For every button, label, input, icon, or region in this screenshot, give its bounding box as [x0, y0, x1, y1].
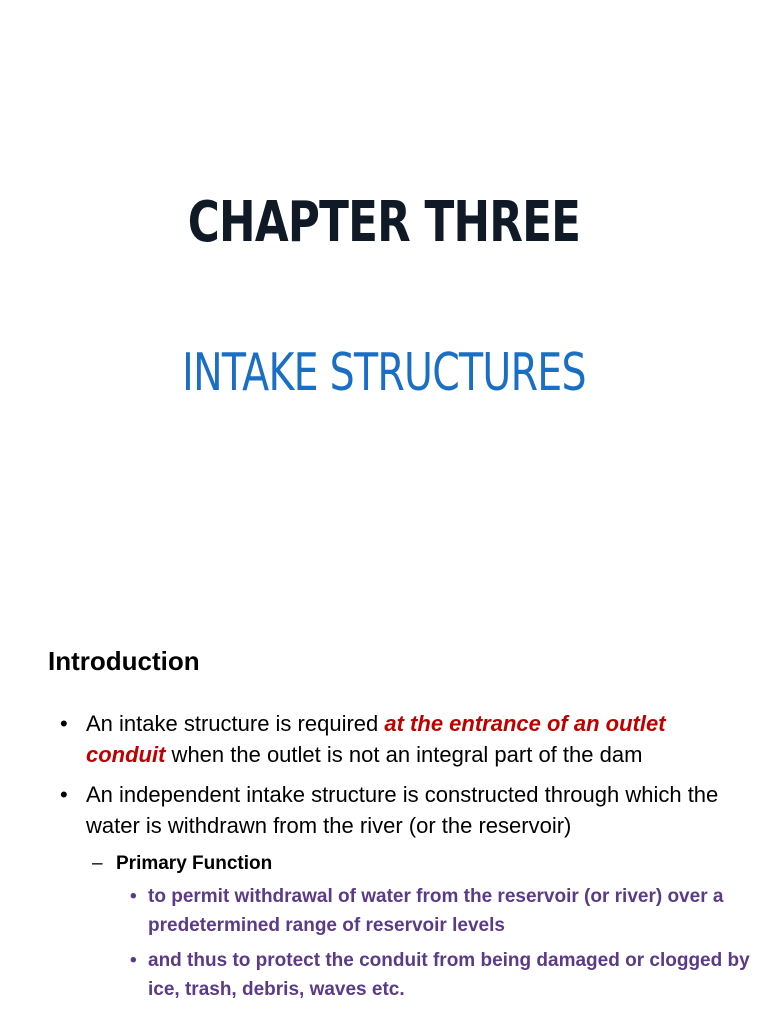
bullet-list — [60, 708, 750, 1010]
slide-subtitle: INTAKE STRUCTURES — [182, 343, 586, 403]
sub-bullet-item: • to permit withdrawal of water from the reservoir (or river) over a predetermined range of reservoir levels — [130, 882, 750, 940]
introduction-slide — [0, 590, 768, 1024]
bullet-text: when the outlet is not an integral part of the dam — [165, 742, 643, 767]
bullet-independent-intake — [60, 779, 750, 841]
chapter-title: CHAPTER THREE — [187, 190, 581, 255]
bullet-intake-required — [60, 708, 750, 770]
sub-bullet-list — [130, 882, 750, 1004]
primary-function-group — [60, 850, 750, 1004]
bullet-text: An intake structure is required — [86, 711, 385, 736]
sub-bullet-item: • and thus to protect the conduit from being damaged or clogged by ice, trash, debris, waves etc. — [130, 946, 750, 1004]
section-heading: Introduction — [48, 646, 200, 676]
emphasis-text: at the entrance of an outlet conduit — [86, 711, 666, 767]
primary-function-label: – Primary Function — [92, 850, 750, 878]
bullet-text: An independent intake structure is constructed through which the water is withdrawn from the river (or the reservoir) — [86, 782, 719, 838]
